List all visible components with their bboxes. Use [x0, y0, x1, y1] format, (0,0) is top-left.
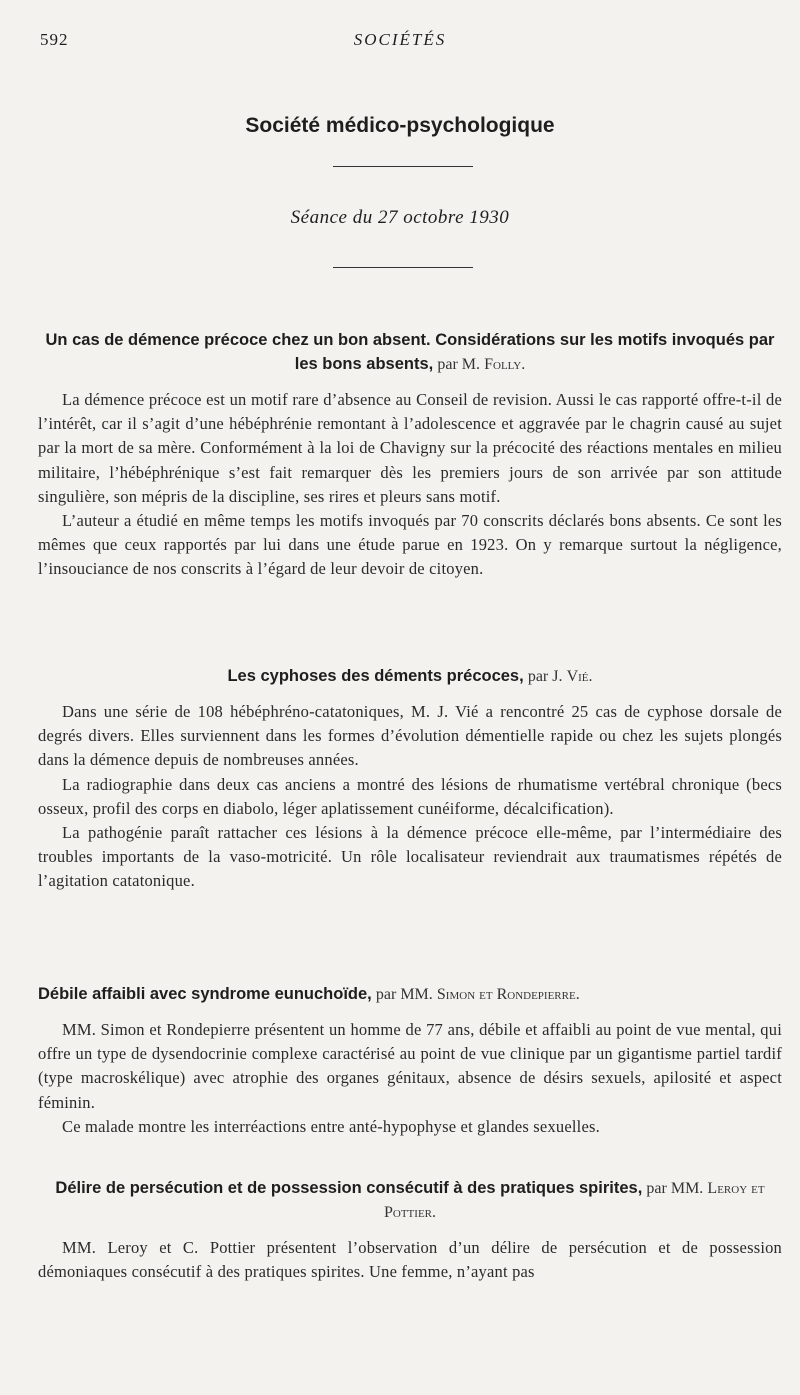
- article-title-text: Les cyphoses des déments précoces,: [227, 667, 524, 685]
- paragraph: Ce malade montre les interréactions entre anté-hypophyse et glandes sexuelles.: [62, 1116, 600, 1136]
- page-number: 592: [40, 30, 69, 49]
- article-author: Leroy et Pottier.: [384, 1180, 765, 1221]
- article-title-text: Débile affaibli avec syndrome eunuchoïde,: [38, 985, 372, 1003]
- article-author: Simon et Rondepierre.: [436, 986, 580, 1003]
- paragraph: Dans une série de 108 hébéphréno-catatoniques, M. J. Vié a rencontré 25 cas de cyphose dorsale de degrés divers. Elles surviennent dans les formes d’évolution démentielle rapide ou chez les sujets plongés dans la démence depuis de nombreuses années.: [38, 702, 782, 770]
- article-title-text: Un cas de démence précoce chez un bon absent. Considérations sur les motifs invoqués par les bons absents,: [45, 331, 775, 373]
- article-byline-prefix: par MM.: [375, 986, 433, 1003]
- running-head: [40, 30, 760, 52]
- article-delire-persecution: [38, 1176, 782, 1284]
- article-cyphoses: [38, 664, 782, 894]
- society-title: Société médico-psychologique: [245, 114, 555, 137]
- article-title-text: Délire de persécution et de possession consécutif à des pratiques spirites,: [55, 1179, 643, 1197]
- article-byline-prefix: par MM.: [646, 1180, 704, 1197]
- article-title: [38, 982, 782, 1006]
- article-byline-prefix: par J.: [527, 668, 563, 685]
- article-demence-precoce: [38, 328, 782, 582]
- paragraph: La radiographie dans deux cas anciens a montré des lésions de rhumatisme vertébral chronique (becs osseux, profil des corps en diabolo, léger aplatissement cunéiforme, décalcification).: [38, 774, 782, 818]
- running-title: SOCIÉTÉS: [353, 30, 447, 49]
- article-debile-affaibli: [38, 982, 782, 1139]
- article-author: Folly.: [484, 356, 526, 373]
- article-title: [38, 328, 782, 376]
- article-author: Vié.: [566, 668, 593, 685]
- paragraph: MM. Leroy et C. Pottier présentent l’observation d’un délire de persécution et de possession démoniaques consécutif à des pratiques spirites. Une femme, n’ayant pas: [38, 1238, 782, 1282]
- paragraph: La démence précoce est un motif rare d’absence au Conseil de revision. Aussi le cas rapporté offre-t-il de l’intérêt, car il s’agit d’une hébéphrénie remontant à l’adolescence et aggravée par le chagrin causé au sujet par la mort de sa mère. Conformément à la loi de Chavigny sur la précocité des réactions mentales en milieu militaire, l’hébéphrénique s’est fait remarquer dès les premiers jours de son arrivée par son attitude singulière, son mépris de la discipline, ses rires et pleurs sans motif.: [38, 390, 782, 506]
- article-title: [38, 1176, 782, 1224]
- divider-bottom: [333, 267, 473, 268]
- session-date: Séance du 27 octobre 1930: [290, 207, 510, 228]
- article-title: [38, 664, 782, 688]
- article-byline-prefix: par M.: [437, 356, 480, 373]
- paragraph: La pathogénie paraît rattacher ces lésions à la démence précoce elle-même, par l’intermédiaire des troubles importants de la vaso-motricité. Un rôle localisateur reviendrait aux traumatismes répétés de l’agitation catatonique.: [38, 823, 782, 891]
- paragraph: L’auteur a étudié en même temps les motifs invoqués par 70 conscrits déclarés bons absents. Ce sont les mêmes que ceux rapportés par lui dans une étude parue en 1923. On y remarque surtout la négligence, l’insouciance de nos conscrits à l’égard de leur devoir de citoyen.: [38, 511, 782, 579]
- paragraph: MM. Simon et Rondepierre présentent un homme de 77 ans, débile et affaibli au point de vue mental, qui offre un type de dysendocrinie complexe caractérisé au point de vue clinique par un gigantisme partiel tardif (type macroskélique) avec atrophie des organes génitaux, absence de désirs sexuels, apilosité et aspect féminin.: [38, 1020, 782, 1112]
- divider-top: [333, 166, 473, 167]
